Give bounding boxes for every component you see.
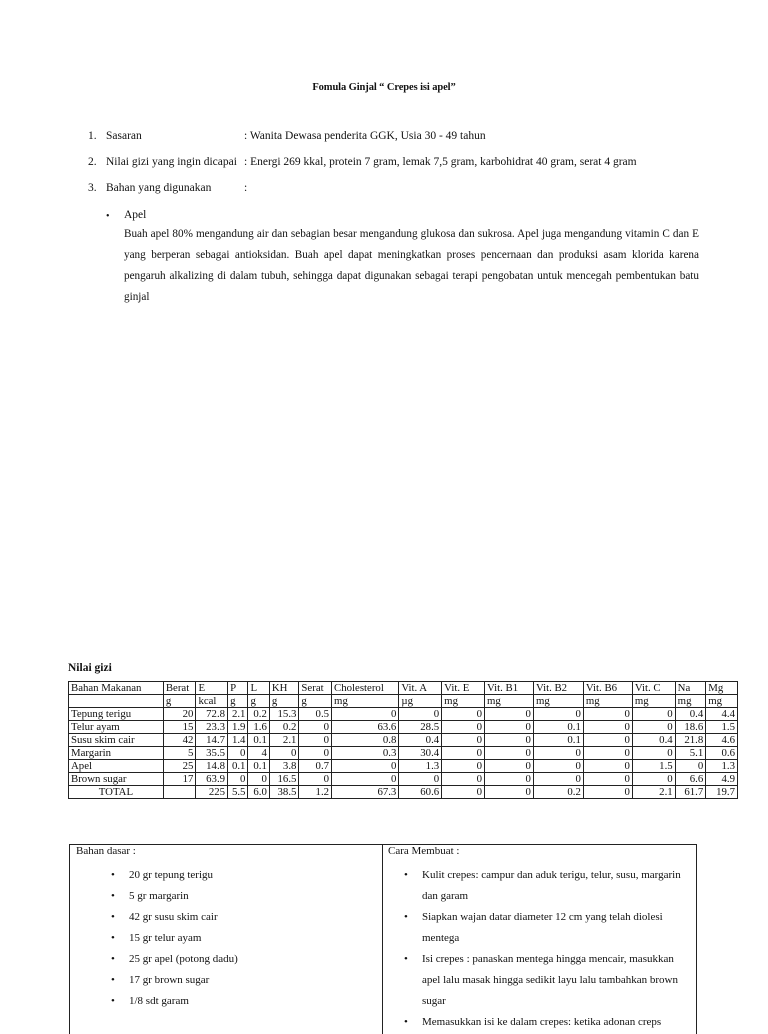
value-cell: 1.3 <box>706 760 738 773</box>
table-units-row <box>69 695 738 708</box>
step-item: • Kulit crepes: campur dan aduk terigu, telur, susu, margarin dan garam <box>404 865 692 907</box>
value-cell: 2.1 <box>269 734 299 747</box>
value-cell: 0 <box>583 760 632 773</box>
value-cell: 0 <box>485 773 534 786</box>
value-cell: 61.7 <box>675 786 706 799</box>
value-cell: 0 <box>269 747 299 760</box>
value-cell: 67.3 <box>332 786 399 799</box>
value-cell: 0 <box>583 773 632 786</box>
value-cell: 0 <box>632 721 675 734</box>
value-cell: 5.1 <box>675 747 706 760</box>
value-cell: 0.2 <box>533 786 583 799</box>
table-row <box>69 734 738 747</box>
value-cell: 0 <box>332 708 399 721</box>
value-cell: 0.7 <box>299 760 332 773</box>
value-cell: 20 <box>163 708 196 721</box>
value-cell: 0.1 <box>248 734 269 747</box>
table-row <box>69 760 738 773</box>
item-3-value: : <box>244 182 248 194</box>
unit-cell: mg <box>675 695 706 708</box>
header-cell: Vit. B2 <box>533 682 583 695</box>
bahan-dasar-list <box>111 865 376 1012</box>
value-cell: 0 <box>332 773 399 786</box>
table-row <box>69 721 738 734</box>
value-cell: 0 <box>533 773 583 786</box>
cara-membuat-title: Cara Membuat : <box>388 845 460 857</box>
unit-cell: g <box>163 695 196 708</box>
nilai-gizi-label: Nilai gizi <box>68 662 112 674</box>
value-cell: 0 <box>533 747 583 760</box>
unit-cell: g <box>228 695 248 708</box>
value-cell: 4 <box>248 747 269 760</box>
value-cell: 1.5 <box>632 760 675 773</box>
column-divider <box>382 845 383 1034</box>
value-cell: 0 <box>442 708 485 721</box>
unit-cell: mg <box>442 695 485 708</box>
item-1 <box>88 130 97 142</box>
header-cell: Cholesterol <box>332 682 399 695</box>
value-cell: 0 <box>399 708 442 721</box>
unit-cell: mg <box>706 695 738 708</box>
value-cell: 28.5 <box>399 721 442 734</box>
item-2 <box>88 156 97 168</box>
value-cell: 0 <box>632 773 675 786</box>
food-name-cell: Margarin <box>69 747 164 760</box>
value-cell: 0 <box>442 734 485 747</box>
value-cell: 4.4 <box>706 708 738 721</box>
value-cell: 17 <box>163 773 196 786</box>
food-name-cell: Telur ayam <box>69 721 164 734</box>
value-cell: 0 <box>485 721 534 734</box>
unit-cell: µg <box>399 695 442 708</box>
item-2-label: Nilai gizi yang ingin dicapai <box>106 156 237 168</box>
value-cell: 0 <box>485 786 534 799</box>
value-cell: 14.7 <box>196 734 228 747</box>
value-cell: 1.3 <box>399 760 442 773</box>
header-cell: Vit. A <box>399 682 442 695</box>
value-cell: 2.1 <box>632 786 675 799</box>
food-name-cell: Susu skim cair <box>69 734 164 747</box>
ingredient-item: • 1/8 sdt garam <box>111 991 376 1012</box>
value-cell: 60.6 <box>399 786 442 799</box>
value-cell: 21.8 <box>675 734 706 747</box>
ingredient-item: • 17 gr brown sugar <box>111 970 376 991</box>
value-cell: 0 <box>332 760 399 773</box>
bullet-icon: • <box>106 211 110 222</box>
header-cell: Serat <box>299 682 332 695</box>
header-cell: E <box>196 682 228 695</box>
value-cell: 38.5 <box>269 786 299 799</box>
value-cell: 0.2 <box>248 708 269 721</box>
unit-cell: g <box>299 695 332 708</box>
value-cell: 15 <box>163 721 196 734</box>
value-cell: 72.8 <box>196 708 228 721</box>
value-cell: 0.1 <box>248 760 269 773</box>
value-cell: 1.9 <box>228 721 248 734</box>
value-cell: 0.1 <box>228 760 248 773</box>
value-cell: 0 <box>442 773 485 786</box>
cara-membuat-list <box>404 865 692 1033</box>
item-2-value: : Energi 269 kkal, protein 7 gram, lemak 7,5 gram, karbohidrat 40 gram, serat 4 gram <box>244 156 637 168</box>
value-cell: 0 <box>533 708 583 721</box>
value-cell: 3.8 <box>269 760 299 773</box>
ingredient-item: • 42 gr susu skim cair <box>111 907 376 928</box>
value-cell: 19.7 <box>706 786 738 799</box>
value-cell: 0 <box>485 734 534 747</box>
value-cell: 0 <box>442 786 485 799</box>
nutrition-table <box>68 681 738 799</box>
item-number: 3. <box>88 182 97 194</box>
header-cell: P <box>228 682 248 695</box>
value-cell: 0 <box>583 747 632 760</box>
value-cell: 4.9 <box>706 773 738 786</box>
value-cell: 0 <box>299 721 332 734</box>
value-cell: 63.6 <box>332 721 399 734</box>
recipe-box <box>69 844 697 1034</box>
item-number: 2. <box>88 156 97 168</box>
value-cell: 0.1 <box>533 734 583 747</box>
value-cell: 0 <box>485 708 534 721</box>
value-cell: 42 <box>163 734 196 747</box>
table-row <box>69 747 738 760</box>
bahan-dasar-title: Bahan dasar : <box>76 845 136 857</box>
value-cell: 6.6 <box>675 773 706 786</box>
ingredient-item: • 25 gr apel (potong dadu) <box>111 949 376 970</box>
table-row <box>69 708 738 721</box>
apel-heading: Apel <box>124 209 147 221</box>
unit-cell: mg <box>332 695 399 708</box>
value-cell: 0.6 <box>706 747 738 760</box>
unit-cell: mg <box>485 695 534 708</box>
value-cell <box>163 786 196 799</box>
value-cell: 0 <box>583 786 632 799</box>
header-cell: L <box>248 682 269 695</box>
unit-cell: mg <box>583 695 632 708</box>
value-cell: 0 <box>299 734 332 747</box>
value-cell: 4.6 <box>706 734 738 747</box>
header-cell: Vit. B6 <box>583 682 632 695</box>
item-1-label: Sasaran <box>106 130 142 142</box>
header-cell: Bahan Makanan <box>69 682 164 695</box>
value-cell: 0 <box>485 760 534 773</box>
food-name-cell: Apel <box>69 760 164 773</box>
document-title: Fomula Ginjal “ Crepes isi apel” <box>312 82 456 93</box>
value-cell: 5.5 <box>228 786 248 799</box>
food-name-cell: Tepung terigu <box>69 708 164 721</box>
value-cell: 0 <box>533 760 583 773</box>
value-cell: 23.3 <box>196 721 228 734</box>
value-cell: 0.4 <box>632 734 675 747</box>
value-cell: 0 <box>228 773 248 786</box>
value-cell: 2.1 <box>228 708 248 721</box>
value-cell: 0.8 <box>332 734 399 747</box>
ingredient-item: • 5 gr margarin <box>111 886 376 907</box>
value-cell: 0.4 <box>675 708 706 721</box>
value-cell: 0 <box>299 747 332 760</box>
value-cell: 0.2 <box>269 721 299 734</box>
unit-cell: g <box>269 695 299 708</box>
value-cell: 0 <box>228 747 248 760</box>
value-cell: 0.3 <box>332 747 399 760</box>
value-cell: 30.4 <box>399 747 442 760</box>
ingredient-item: • 15 gr telur ayam <box>111 928 376 949</box>
value-cell: 0 <box>632 747 675 760</box>
value-cell: 14.8 <box>196 760 228 773</box>
step-item: • Isi crepes : panaskan mentega hingga mencair, masukkan apel lalu masak hingga sedikit layu lalu tambahkan brown sugar <box>404 949 692 1012</box>
value-cell: 1.5 <box>706 721 738 734</box>
value-cell: 1.4 <box>228 734 248 747</box>
unit-cell <box>69 695 164 708</box>
value-cell: 16.5 <box>269 773 299 786</box>
header-cell: KH <box>269 682 299 695</box>
step-item: • Siapkan wajan datar diameter 12 cm yang telah diolesi mentega <box>404 907 692 949</box>
ingredient-item: • 20 gr tepung terigu <box>111 865 376 886</box>
apel-paragraph: Buah apel 80% mengandung air dan sebagian besar mengandung glukosa dan sukrosa. Apel juga mengandung vitamin C dan E yang berperan sebagai antioksidan. Buah apel dapat meningkatkan proses pencernaan dan produksi asam klorida karena pengaruh alkalizing di dalam tubuh, sehingga dapat digunakan sebagai terapi pengobatan untuk mencegah pembentukan batu ginjal <box>124 228 699 303</box>
value-cell: 63.9 <box>196 773 228 786</box>
value-cell: 0 <box>248 773 269 786</box>
food-name-cell: Brown sugar <box>69 773 164 786</box>
step-item: • Memasukkan isi ke dalam crepes: ketika adonan creps <box>404 1012 692 1033</box>
header-cell: Na <box>675 682 706 695</box>
header-cell: Berat <box>163 682 196 695</box>
item-3-label: Bahan yang digunakan <box>106 182 212 194</box>
value-cell: 0 <box>583 734 632 747</box>
value-cell: 0 <box>632 708 675 721</box>
value-cell: 0 <box>442 721 485 734</box>
header-cell: Vit. C <box>632 682 675 695</box>
unit-cell: kcal <box>196 695 228 708</box>
value-cell: 0.5 <box>299 708 332 721</box>
value-cell: 25 <box>163 760 196 773</box>
value-cell: 0.1 <box>533 721 583 734</box>
value-cell: 0 <box>583 708 632 721</box>
table-row <box>69 773 738 786</box>
value-cell: 15.3 <box>269 708 299 721</box>
header-cell: Mg <box>706 682 738 695</box>
unit-cell: mg <box>533 695 583 708</box>
table-header-row <box>69 682 738 695</box>
value-cell: 0 <box>399 773 442 786</box>
value-cell: 18.6 <box>675 721 706 734</box>
item-number: 1. <box>88 130 97 142</box>
value-cell: 6.0 <box>248 786 269 799</box>
value-cell: 35.5 <box>196 747 228 760</box>
value-cell: 0.4 <box>399 734 442 747</box>
value-cell: 5 <box>163 747 196 760</box>
value-cell: 1.2 <box>299 786 332 799</box>
unit-cell: mg <box>632 695 675 708</box>
value-cell: 0 <box>583 721 632 734</box>
value-cell: 1.6 <box>248 721 269 734</box>
header-cell: Vit. E <box>442 682 485 695</box>
value-cell: 0 <box>485 747 534 760</box>
unit-cell: g <box>248 695 269 708</box>
value-cell: 225 <box>196 786 228 799</box>
value-cell: 0 <box>442 760 485 773</box>
food-name-cell: TOTAL <box>69 786 164 799</box>
value-cell: 0 <box>442 747 485 760</box>
item-1-value: : Wanita Dewasa penderita GGK, Usia 30 - 49 tahun <box>244 130 486 142</box>
item-3 <box>88 182 97 194</box>
header-cell: Vit. B1 <box>485 682 534 695</box>
table-total-row <box>69 786 738 799</box>
value-cell: 0 <box>299 773 332 786</box>
value-cell: 0 <box>675 760 706 773</box>
